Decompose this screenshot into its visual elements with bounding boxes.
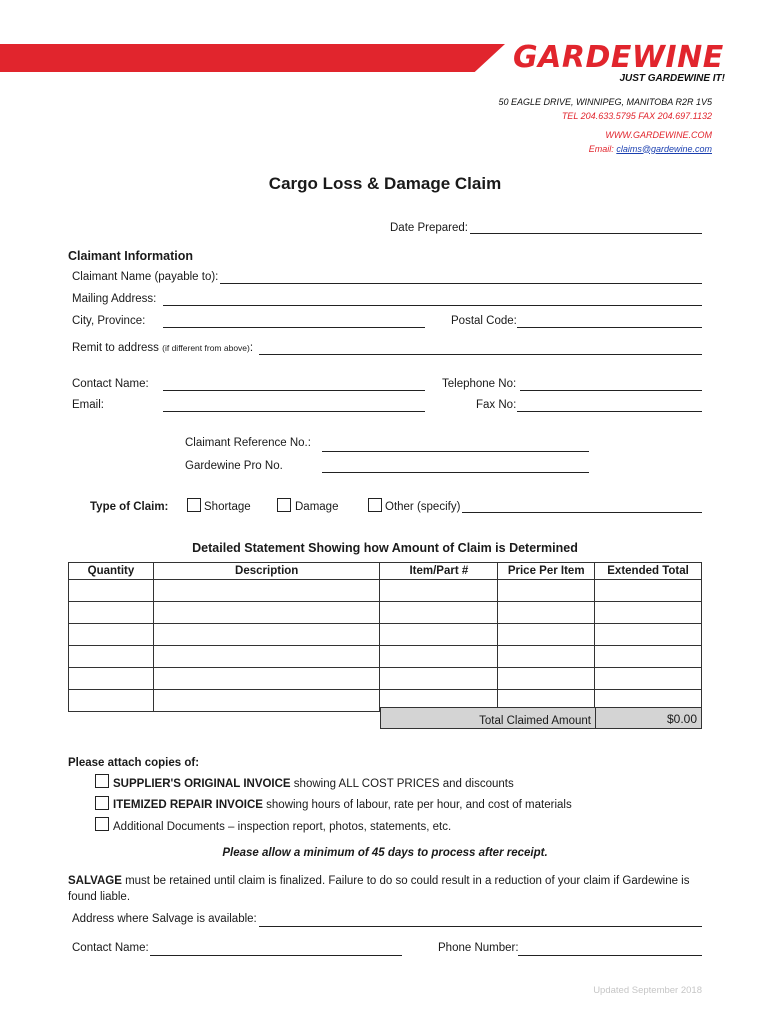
extended-total-cell[interactable] [595, 668, 702, 690]
company-email [498, 143, 712, 157]
salvage-contact-name-label: Contact Name: [72, 942, 149, 954]
gardewine-pro-label: Gardewine Pro No. [185, 460, 283, 472]
column-header-quantity: Quantity [69, 563, 154, 580]
quantity-cell[interactable] [69, 602, 154, 624]
supplier-invoice-text: showing ALL COST PRICES and discounts [290, 778, 514, 790]
type-of-claim-label: Type of Claim: [90, 501, 169, 513]
quantity-cell[interactable] [69, 690, 154, 712]
table-row [69, 580, 702, 602]
shortage-label: Shortage [204, 501, 251, 513]
postal-code-field[interactable] [517, 327, 702, 328]
item-part-cell[interactable] [380, 624, 498, 646]
quantity-cell[interactable] [69, 580, 154, 602]
remit-note: (if different from above) [162, 343, 250, 353]
phone-number-field[interactable] [518, 955, 702, 956]
column-header-price-per-item: Price Per Item [498, 563, 595, 580]
fax-no-field[interactable] [517, 411, 702, 412]
company-email-link[interactable]: claims@gardewine.com [616, 143, 712, 154]
extended-total-cell[interactable] [595, 580, 702, 602]
item-part-cell[interactable] [380, 580, 498, 602]
repair-invoice-checkbox[interactable] [95, 796, 109, 810]
column-header-item-part: Item/Part # [380, 563, 498, 580]
telephone-label: Telephone No: [442, 378, 517, 390]
contact-name-label: Contact Name: [72, 378, 149, 390]
phone-number-label: Phone Number: [438, 942, 519, 954]
fax-label: FAX [638, 110, 656, 121]
salvage-text: must be retained until claim is finalized. Failure to do so could result in a reduction of your claim if Gardewine is found liable. [68, 875, 690, 903]
claimant-name-field[interactable] [220, 283, 702, 284]
header-red-bar [0, 44, 505, 72]
item-part-cell[interactable] [380, 602, 498, 624]
claimant-reference-label: Claimant Reference No.: [185, 437, 311, 449]
price-cell[interactable] [498, 668, 595, 690]
description-cell[interactable] [153, 690, 380, 712]
attach-copies-heading: Please attach copies of: [68, 757, 200, 769]
company-website[interactable]: WWW.GARDEWINE.COM [605, 130, 712, 140]
description-cell[interactable] [153, 624, 380, 646]
price-cell[interactable] [498, 646, 595, 668]
description-cell[interactable] [153, 602, 380, 624]
company-contact-block [498, 96, 712, 156]
price-cell[interactable] [498, 580, 595, 602]
remit-label-text: Remit to address [72, 342, 159, 354]
damage-checkbox[interactable] [277, 498, 291, 512]
additional-documents-item [113, 821, 451, 833]
date-prepared-field[interactable] [470, 233, 702, 234]
repair-invoice-bold: ITEMIZED REPAIR INVOICE [113, 799, 263, 811]
column-header-description: Description [153, 563, 380, 580]
city-province-field[interactable] [163, 327, 425, 328]
statement-heading: Detailed Statement Showing how Amount of Claim is Determined [192, 541, 578, 555]
salvage-address-field[interactable] [259, 926, 702, 927]
total-claimed-amount-value: $0.00 [595, 707, 702, 729]
additional-documents-checkbox[interactable] [95, 817, 109, 831]
email-field[interactable] [163, 411, 425, 412]
column-header-extended-total: Extended Total [595, 563, 702, 580]
extended-total-cell[interactable] [595, 624, 702, 646]
price-cell[interactable] [498, 602, 595, 624]
table-row [69, 602, 702, 624]
fax-value: 204.697.1132 [657, 110, 712, 121]
mailing-address-field[interactable] [163, 305, 702, 306]
item-part-cell[interactable] [380, 668, 498, 690]
table-row [69, 624, 702, 646]
item-part-cell[interactable] [380, 646, 498, 668]
salvage-contact-name-field[interactable] [150, 955, 402, 956]
extended-total-cell[interactable] [595, 646, 702, 668]
updated-date-footer: Updated September 2018 [593, 985, 702, 996]
quantity-cell[interactable] [69, 646, 154, 668]
form-title: Cargo Loss & Damage Claim [268, 174, 502, 193]
price-cell[interactable] [498, 624, 595, 646]
salvage-address-label: Address where Salvage is available: [72, 913, 257, 925]
salvage-notice [68, 873, 702, 905]
shortage-checkbox[interactable] [187, 498, 201, 512]
postal-code-label: Postal Code: [451, 315, 517, 327]
telephone-field[interactable] [520, 390, 702, 391]
repair-invoice-item [113, 799, 572, 811]
table-row [69, 646, 702, 668]
tel-value: 204.633.5795 [580, 110, 636, 121]
claimant-name-label: Claimant Name (payable to): [72, 271, 219, 283]
date-prepared-label: Date Prepared: [390, 222, 468, 234]
logo-wordmark: GARDEWINE [513, 40, 724, 75]
supplier-invoice-checkbox[interactable] [95, 774, 109, 788]
table-header-row [69, 563, 702, 580]
claimant-info-heading: Claimant Information [68, 249, 194, 263]
repair-invoice-text: showing hours of labour, rate per hour, and cost of materials [262, 799, 572, 811]
description-cell[interactable] [153, 668, 380, 690]
damage-label: Damage [295, 501, 339, 513]
claim-statement-table [68, 562, 702, 712]
company-phone-fax [498, 110, 712, 124]
description-cell[interactable] [153, 580, 380, 602]
supplier-invoice-bold: SUPPLIER'S ORIGINAL INVOICE [113, 778, 291, 790]
additional-documents-text: Additional Documents – inspection report, photos, statements, etc. [113, 821, 452, 833]
remit-colon: : [249, 342, 254, 354]
remit-address-label [72, 342, 253, 354]
claimant-reference-field[interactable] [322, 451, 589, 452]
extended-total-cell[interactable] [595, 602, 702, 624]
company-address: 50 EAGLE DRIVE, WINNIPEG, MANITOBA R2R 1V5 [498, 97, 712, 107]
gardewine-logo [505, 40, 725, 85]
salvage-bold: SALVAGE [68, 875, 122, 887]
table-row [69, 668, 702, 690]
email-field-label: Email: [72, 399, 104, 411]
quantity-cell[interactable] [69, 668, 154, 690]
gardewine-pro-field[interactable] [322, 472, 589, 473]
logo-tagline: JUST GARDEWINE IT! [619, 73, 725, 84]
other-specify-field[interactable] [462, 512, 702, 513]
remit-address-field[interactable] [259, 354, 702, 355]
quantity-cell[interactable] [69, 624, 154, 646]
total-claimed-amount-label: Total Claimed Amount [380, 707, 596, 729]
supplier-invoice-item [113, 778, 514, 790]
mailing-address-label: Mailing Address: [72, 293, 157, 305]
other-checkbox[interactable] [368, 498, 382, 512]
city-province-label: City, Province: [72, 315, 146, 327]
other-label: Other (specify) [385, 501, 461, 513]
tel-label: TEL [561, 110, 579, 121]
fax-no-label: Fax No: [476, 399, 517, 411]
processing-time-note: Please allow a minimum of 45 days to process after receipt. [222, 847, 548, 859]
email-label: Email: [588, 143, 614, 154]
description-cell[interactable] [153, 646, 380, 668]
contact-name-field[interactable] [163, 390, 425, 391]
